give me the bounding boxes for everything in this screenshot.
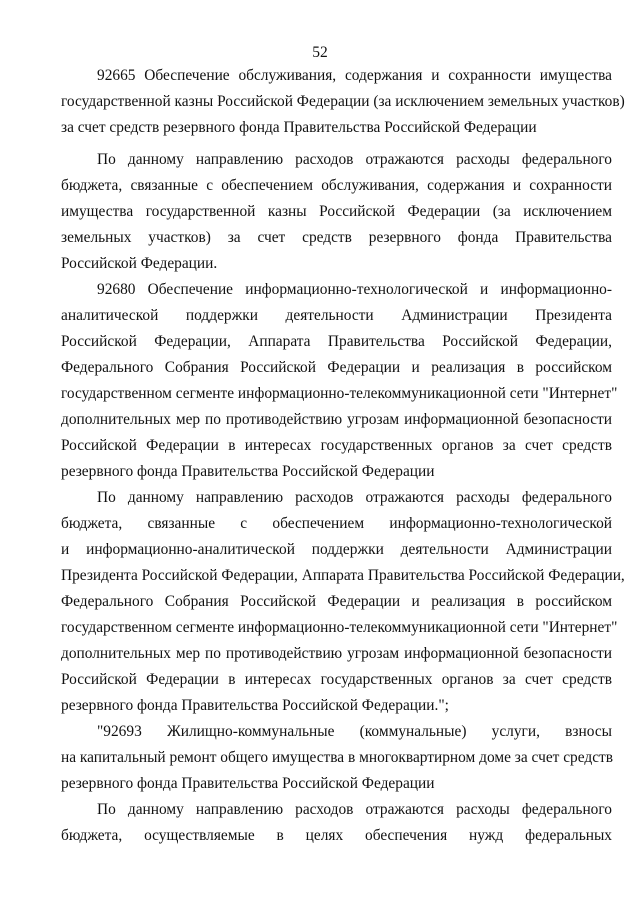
text-line: бюджета, осуществляемые в целях обеспечения нужд федеральных <box>61 827 612 844</box>
text-line: на капитальный ремонт общего имущества в многоквартирном доме за счет средств <box>61 749 614 766</box>
text-line: резервного фонда Правительства Российской Федерации <box>61 463 435 480</box>
text-line: 92665 Обеспечение обслуживания, содержания и сохранности имущества <box>97 67 612 84</box>
text-line: государственной казны Российской Федерации (за исключением земельных участков) <box>61 93 625 110</box>
text-line: и информационно-аналитической поддержки деятельности Администрации <box>61 541 612 558</box>
text-line: По данному направлению расходов отражаются расходы федерального <box>97 489 612 506</box>
text-line: Российской Федерации в интересах государственных органов за счет средств <box>61 437 612 454</box>
text-line: аналитической поддержки деятельности Администрации Президента <box>61 307 612 324</box>
text-line: Российской Федерации в интересах государственных органов за счет средств <box>61 671 612 688</box>
text-line: Президента Российской Федерации, Аппарата Правительства Российской Федерации, <box>61 567 625 584</box>
text-line: бюджета, связанные с обеспечением информационно-технологической <box>61 515 612 532</box>
text-line: По данному направлению расходов отражаются расходы федерального <box>97 151 612 168</box>
text-line: дополнительных мер по противодействию угрозам информационной безопасности <box>61 411 612 428</box>
text-line: имущества государственной казны Российской Федерации (за исключением <box>61 203 612 220</box>
text-line: Российской Федерации. <box>61 255 218 272</box>
text-line: "92693 Жилищно-коммунальные (коммунальные) услуги, взносы <box>97 723 612 740</box>
text-line: Российской Федерации, Аппарата Правительства Российской Федерации, <box>61 333 612 350</box>
text-line: По данному направлению расходов отражаются расходы федерального <box>97 801 612 818</box>
text-line: дополнительных мер по противодействию угрозам информационной безопасности <box>61 645 612 662</box>
text-line: за счет средств резервного фонда Правительства Российской Федерации <box>61 119 537 136</box>
text-line: Федерального Собрания Российской Федерации и реализация в российском <box>61 359 612 376</box>
text-line: Федерального Собрания Российской Федерации и реализация в российском <box>61 593 612 610</box>
text-line: бюджета, связанные с обеспечением обслуживания, содержания и сохранности <box>61 177 612 194</box>
page-number: 52 <box>312 44 328 61</box>
text-line: государственном сегменте информационно-телекоммуникационной сети "Интернет" <box>61 385 618 402</box>
text-line: земельных участков) за счет средств резервного фонда Правительства <box>61 229 612 246</box>
text-line: 92680 Обеспечение информационно-технологической и информационно- <box>97 281 612 298</box>
text-line: государственном сегменте информационно-телекоммуникационной сети "Интернет" <box>61 619 618 636</box>
text-line: резервного фонда Правительства Российской Федерации <box>61 775 435 792</box>
text-line: резервного фонда Правительства Российской Федерации."; <box>61 697 449 714</box>
